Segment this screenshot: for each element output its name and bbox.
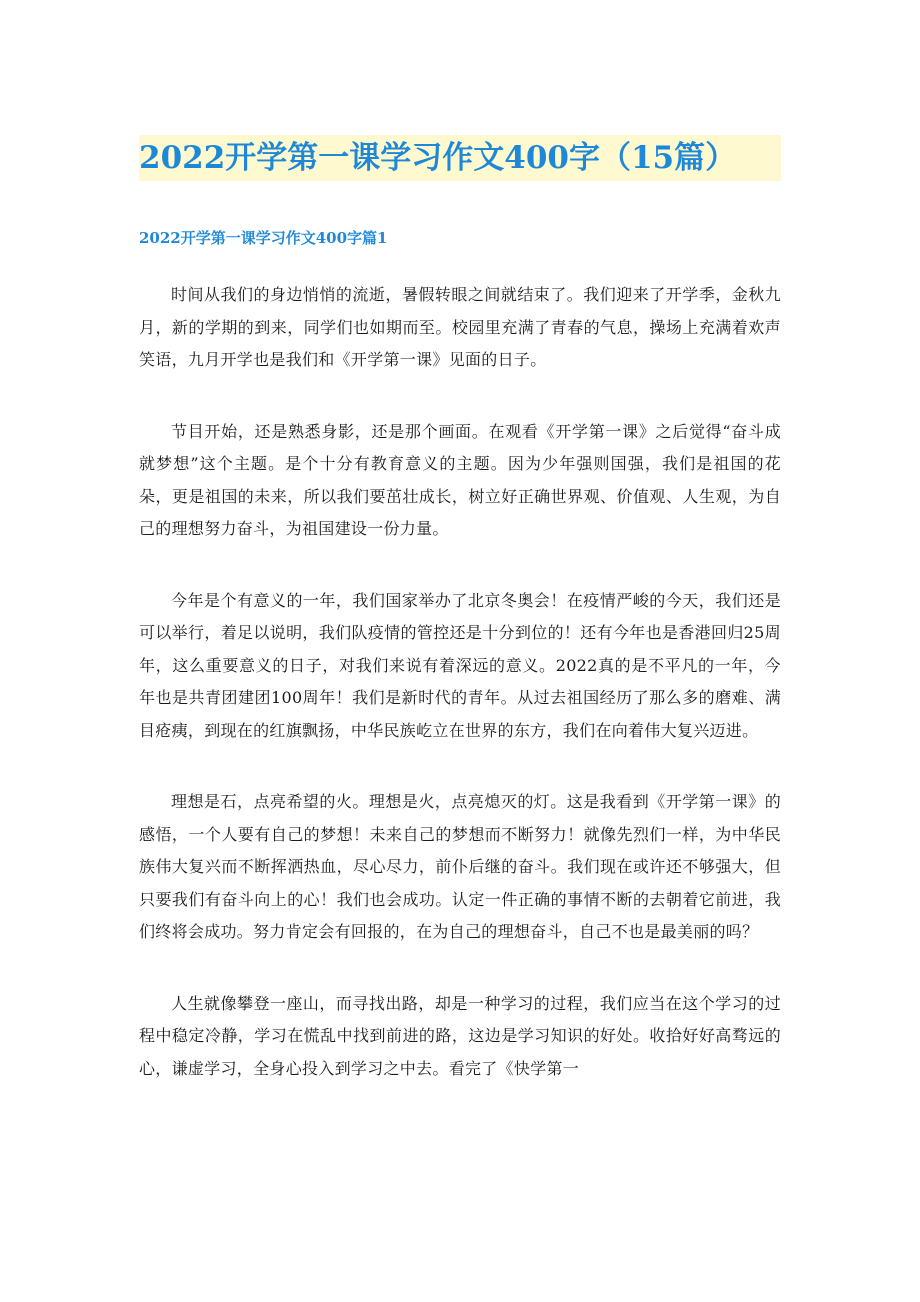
paragraph-2: 节目开始，还是熟悉身影，还是那个画面。在观看《开学第一课》之后觉得“奋斗成就梦想”这个主题。是个十分有教育意义的主题。因为少年强则国强，我们是祖国的花朵，更是祖国的未来，所以我们要茁壮成长，树立好正确世界观、价值观、人生观，为自己的理想努力奋斗，为祖国建设一份力量。 (139, 421, 781, 538)
section-heading: 2022开学第一课学习作文400字篇1 (139, 229, 388, 247)
article-body (139, 279, 781, 1124)
paragraph-4: 理想是石，点亮希望的火。理想是火，点亮熄灭的灯。这是我看到《开学第一课》的感悟，一个人要有自己的梦想！未来自己的梦想而不断努力！就像先烈们一样，为中华民族伟大复兴而不断挥洒热血，尽心尽力，前仆后继的奋斗。我们现在或许还不够强大，但只要我们有奋斗向上的心！我们也会成功。认定一件正确的事情不断的去朝着它前进，我们终将会成功。努力肯定会有回报的，在为自己的理想奋斗，自己不也是最美丽的吗？ (139, 792, 781, 941)
paragraph-5: 人生就像攀登一座山，而寻找出路，却是一种学习的过程，我们应当在这个学习的过程中稳定冷静，学习在慌乱中找到前进的路，这边是学习知识的好处。收拾好好高骛远的心，谦虚学习，全身心投入到学习之中去。看完了《快学第一 (139, 993, 781, 1078)
document-title: 2022开学第一课学习作文400字（15篇） (139, 135, 781, 181)
paragraph-3: 今年是个有意义的一年，我们国家举办了北京冬奥会！在疫情严峻的今天，我们还是可以举行，着足以说明，我们队疫情的管控还是十分到位的！还有今年也是香港回归25周年，这么重要意义的日子，对我们来说有着深远的意义。2022真的是不平凡的一年，今年也是共青团建团100周年！我们是新时代的青年。从过去祖国经历了那么多的磨难、满目疮痍，到现在的红旗飘扬，中华民族屹立在世界的东方，我们在向着伟大复兴迈进。 (139, 590, 781, 740)
paragraph-1: 时间从我们的身边悄悄的流逝，暑假转眼之间就结束了。我们迎来了开学季，金秋九月，新的学期的到来，同学们也如期而至。校园里充满了青春的气息，操场上充满着欢声笑语，九月开学也是我们和《开学第一课》见面的日子。 (139, 285, 781, 369)
